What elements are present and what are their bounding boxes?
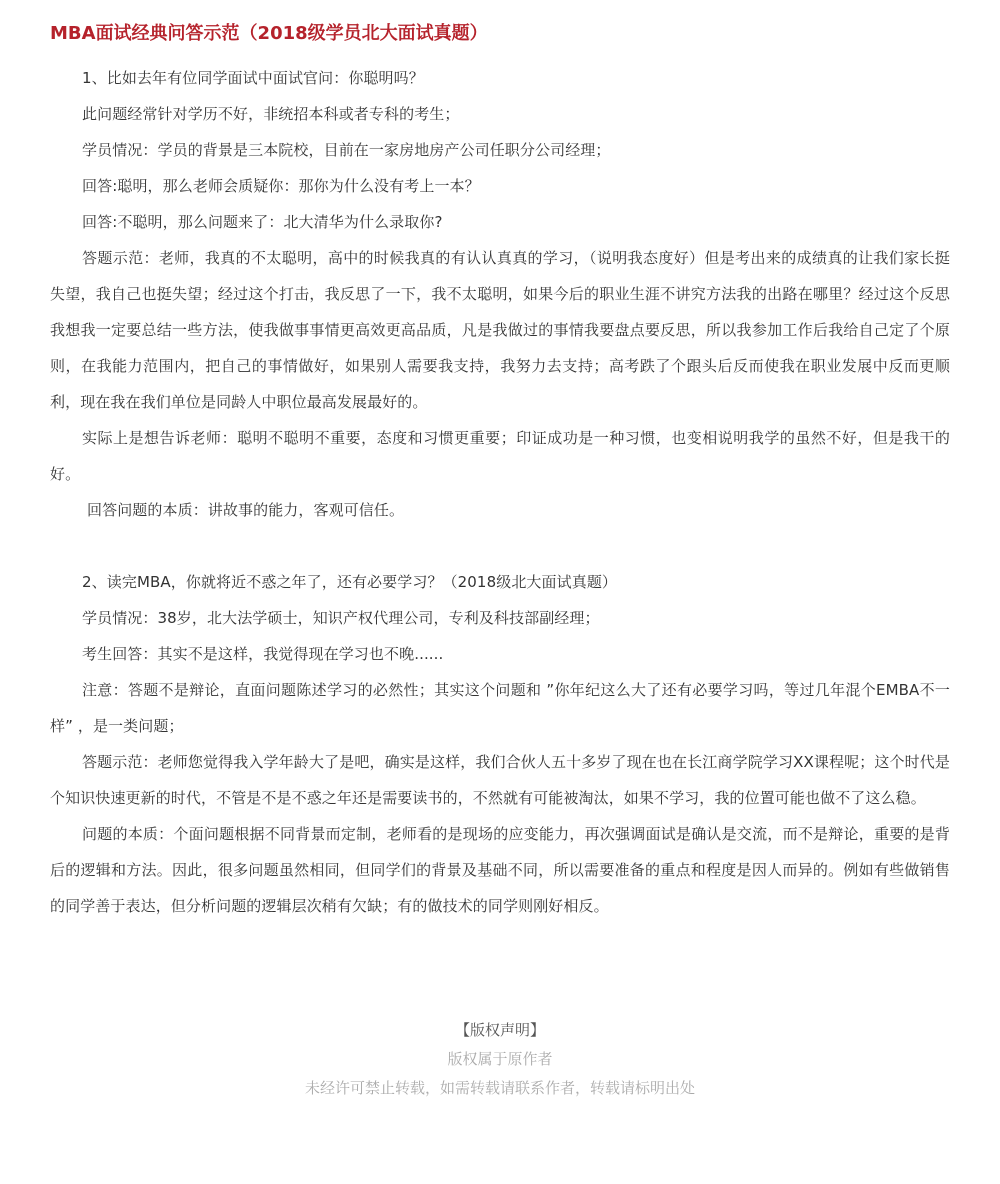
question-2-sample-answer: 答题示范：老师您觉得我入学年龄大了是吧，确实是这样，我们合伙人五十多岁了现在也在长江商学院学习XX课程呢；这个时代是个知识快速更新的时代，不管是不是不惑之年还是需要读书的，不然就有可能被淘汰，如果不学习，我的位置可能也做不了这么稳。 xyxy=(50,753,950,807)
question-1-essence: 回答问题的本质：讲故事的能力，客观可信任。 xyxy=(87,501,405,519)
question-2-essence: 问题的本质：个面问题根据不同背景而定制，老师看的是现场的应变能力，再次强调面试是确认是交流，而不是辩论，重要的是背后的逻辑和方法。因此，很多问题虽然相同，但同学们的背景及基础不同，所以需要准备的重点和程度是因人而异的。例如有些做销售的同学善于表达，但分析问题的逻辑层次稍有欠缺；有的做技术的同学则刚好相反。 xyxy=(50,825,950,915)
copyright-heading: 【版权声明】 xyxy=(454,1021,545,1039)
question-2-candidate-answer: 考生回答：其实不是这样，我觉得现在学习也不晚...... xyxy=(82,645,444,663)
question-1-explanation: 实际上是想告诉老师：聪明不聪明不重要，态度和习惯更重要；印证成功是一种习惯，也变相说明我学的虽然不好，但是我干的好。 xyxy=(50,429,950,483)
question-2-student-info: 学员情况：38岁，北大法学硕士，知识产权代理公司，专利及科技部副经理； xyxy=(82,609,600,627)
article-body xyxy=(50,60,950,924)
copyright-notice xyxy=(0,1016,1000,1103)
question-1-answer-no: 回答:不聪明，那么问题来了：北大清华为什么录取你? xyxy=(82,213,443,231)
question-1-answer-yes: 回答:聪明，那么老师会质疑你：那你为什么没有考上一本？ xyxy=(82,177,480,195)
question-2: 2、读完MBA，你就将近不惑之年了，还有必要学习？（2018级北大面试真题） xyxy=(82,573,618,591)
question-1: 1、比如去年有位同学面试中面试官问：你聪明吗？ xyxy=(82,69,424,87)
article-title: MBA面试经典问答示范（2018级学员北大面试真题） xyxy=(50,23,488,44)
copyright-line-1: 版权属于原作者 xyxy=(447,1050,553,1068)
question-2-attention: 注意：答题不是辩论，直面问题陈述学习的必然性；其实这个问题和 ”你年纪这么大了还有必要学习吗，等过几年混个EMBA不一样” ，是一类问题； xyxy=(50,681,950,735)
question-1-student-info: 学员情况：学员的背景是三本院校，目前在一家房地房产公司任职分公司经理； xyxy=(82,141,611,159)
section-spacer xyxy=(50,528,950,564)
question-1-note: 此问题经常针对学历不好，非统招本科或者专科的考生； xyxy=(82,105,460,123)
question-1-sample-answer: 答题示范：老师，我真的不太聪明，高中的时候我真的有认认真真的学习，（说明我态度好）但是考出来的成绩真的让我们家长挺失望，我自己也挺失望；经过这个打击，我反思了一下，我不太聪明，如果今后的职业生涯不讲究方法我的出路在哪里？经过这个反思我想我一定要总结一些方法，使我做事事情更高效更高品质，凡是我做过的事情我要盘点要反思，所以我参加工作后我给自己定了个原则，在我能力范围内，把自己的事情做好，如果别人需要我支持，我努力去支持；高考跌了个跟头后反而使我在职业发展中反而更顺利，现在我在我们单位是同龄人中职位最高发展最好的。 xyxy=(50,249,950,411)
copyright-line-2: 未经许可禁止转载，如需转载请联系作者，转载请标明出处 xyxy=(304,1079,695,1097)
